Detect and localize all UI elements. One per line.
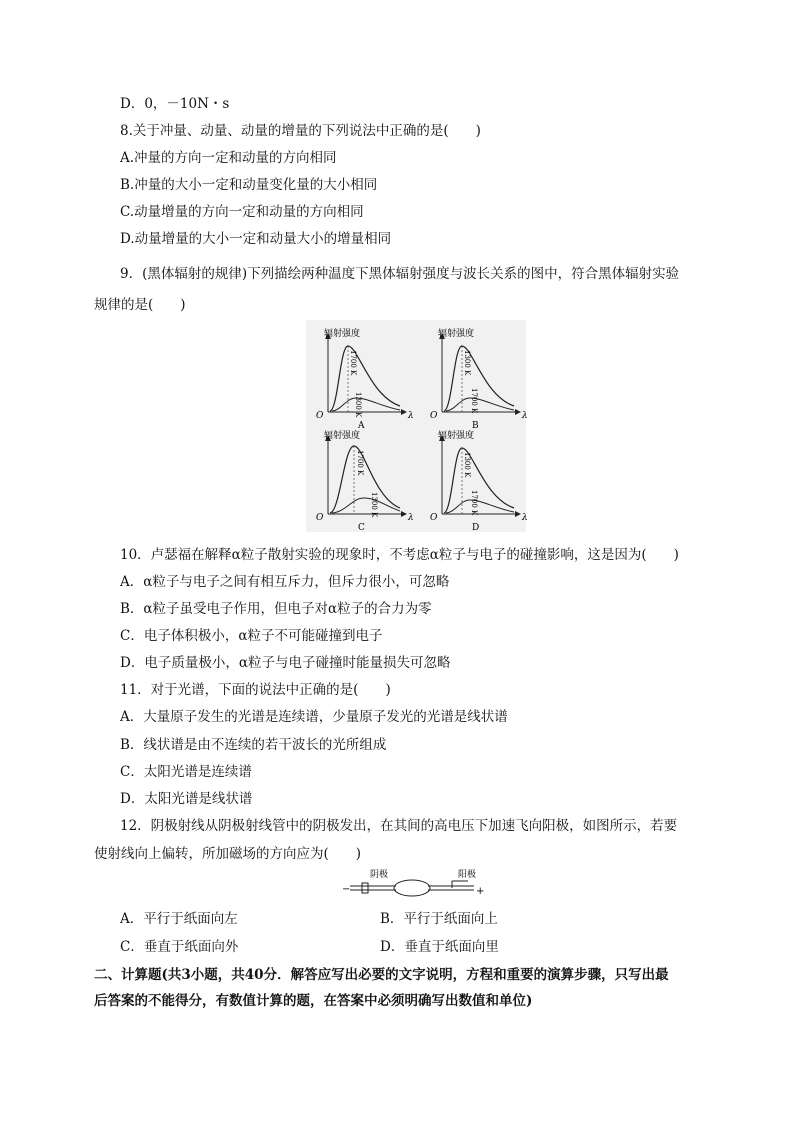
q8-option-b: B.冲量的大小一定和动量变化量的大小相同 <box>120 177 378 193</box>
panel-a-xlabel: λ <box>408 411 414 421</box>
panel-c-xlabel: λ <box>408 513 414 523</box>
panel-d-lower-label: 1700 K <box>470 490 478 516</box>
panel-b-ylabel: 辐射强度 <box>438 329 475 339</box>
q8-option-a: A.冲量的方向一定和动量的方向相同 <box>120 150 337 166</box>
panel-d-upper-label: 1300 K <box>463 452 471 478</box>
plus-sign: + <box>476 886 485 897</box>
q11-option-a: A．大量原子发生的光谱是连续谱，少量原子发光的光谱是线状谱 <box>120 709 508 725</box>
panel-c-lower-label: 1300 K <box>370 492 378 518</box>
minus-sign: − <box>342 884 351 895</box>
panel-c-upper-label: 1700 K <box>356 450 364 476</box>
panel-d-xlabel: λ <box>522 513 528 523</box>
q8-option-d: D.动量增量的大小一定和动量大小的增量相同 <box>120 231 392 247</box>
panel-a-upper-label: 1700 K <box>349 350 357 376</box>
panel-c-label: C <box>358 523 365 533</box>
q11-stem: 11．对于光谱，下面的说法中正确的是( ) <box>120 682 391 698</box>
panel-a-label: A <box>358 421 365 431</box>
panel-c-ylabel: 辐射强度 <box>324 431 361 441</box>
panel-d-label: D <box>472 523 480 533</box>
panel-d-origin: O <box>430 513 438 523</box>
q9-stem-line1: 9．(黑体辐射的规律)下列描绘两种温度下黑体辐射强度与波长关系的图中，符合黑体辐射实验 <box>120 266 680 282</box>
q10-option-a: A．α粒子与电子之间有相互斥力，但斥力很小，可忽略 <box>120 574 450 590</box>
q12-stem-line2: 使射线向上偏转，所加磁场的方向应为( ) <box>94 846 362 862</box>
section2-heading-line2: 后答案的不能得分，有数值计算的题，在答案中必须明确写出数值和单位) <box>94 993 533 1009</box>
q8-option-c: C.动量增量的方向一定和动量的方向相同 <box>120 204 364 220</box>
q10-stem: 10．卢瑟福在解释α粒子散射实验的现象时，不考虑α粒子与电子的碰撞影响，这是因为( ) <box>120 547 679 563</box>
q10-option-d: D．电子质量极小，α粒子与电子碰撞时能量损失可忽略 <box>120 655 451 671</box>
q11-option-d: D．太阳光谱是线状谱 <box>120 791 253 807</box>
q11-option-b: B．线状谱是由不连续的若干波长的光所组成 <box>120 737 387 753</box>
cathode-ray-tube-figure <box>340 868 490 896</box>
panel-a-lower-label: 1300 K <box>354 392 362 418</box>
q7-option-d: D．0，－10N・s <box>120 96 230 112</box>
panel-a-origin: O <box>316 411 324 421</box>
section2-heading-line1: 二、计算题(共3小题，共40分．解答应写出必要的文字说明，方程和重要的演算步骤，只写出最 <box>94 967 669 983</box>
panel-c-origin: O <box>316 513 324 523</box>
q10-option-c: C．电子体积极小，α粒子不可能碰撞到电子 <box>120 628 383 644</box>
anode-label: 阳极 <box>458 870 477 880</box>
q12-option-a: A．平行于纸面向左 <box>120 911 238 927</box>
panel-a-ylabel: 辐射强度 <box>324 329 361 339</box>
q11-option-c: C．太阳光谱是连续谱 <box>120 764 252 780</box>
q12-option-c: C．垂直于纸面向外 <box>120 939 239 955</box>
panel-b-lower-label: 1700 K <box>470 388 478 414</box>
tube-bulb <box>394 880 430 896</box>
q9-stem-line2: 规律的是( ) <box>94 297 186 313</box>
cathode-label: 阴极 <box>370 870 389 880</box>
panel-b-upper-label: 1300 K <box>463 350 471 376</box>
q12-option-b: B．平行于纸面向上 <box>380 911 498 927</box>
panel-b-xlabel: λ <box>522 411 528 421</box>
q10-option-b: B．α粒子虽受电子作用，但电子对α粒子的合力为零 <box>120 601 432 617</box>
q8-stem: 8.关于冲量、动量、动量的增量的下列说法中正确的是( ) <box>120 123 481 139</box>
q12-stem-line1: 12．阴极射线从阴极射线管中的阴极发出，在其间的高电压下加速飞向阳极，如图所示，若要 <box>120 818 678 834</box>
blackbody-figure <box>306 320 526 532</box>
panel-d-ylabel: 辐射强度 <box>438 431 475 441</box>
panel-b-origin: O <box>430 411 438 421</box>
panel-b-label: B <box>472 421 479 431</box>
q12-option-d: D．垂直于纸面向里 <box>380 939 499 955</box>
